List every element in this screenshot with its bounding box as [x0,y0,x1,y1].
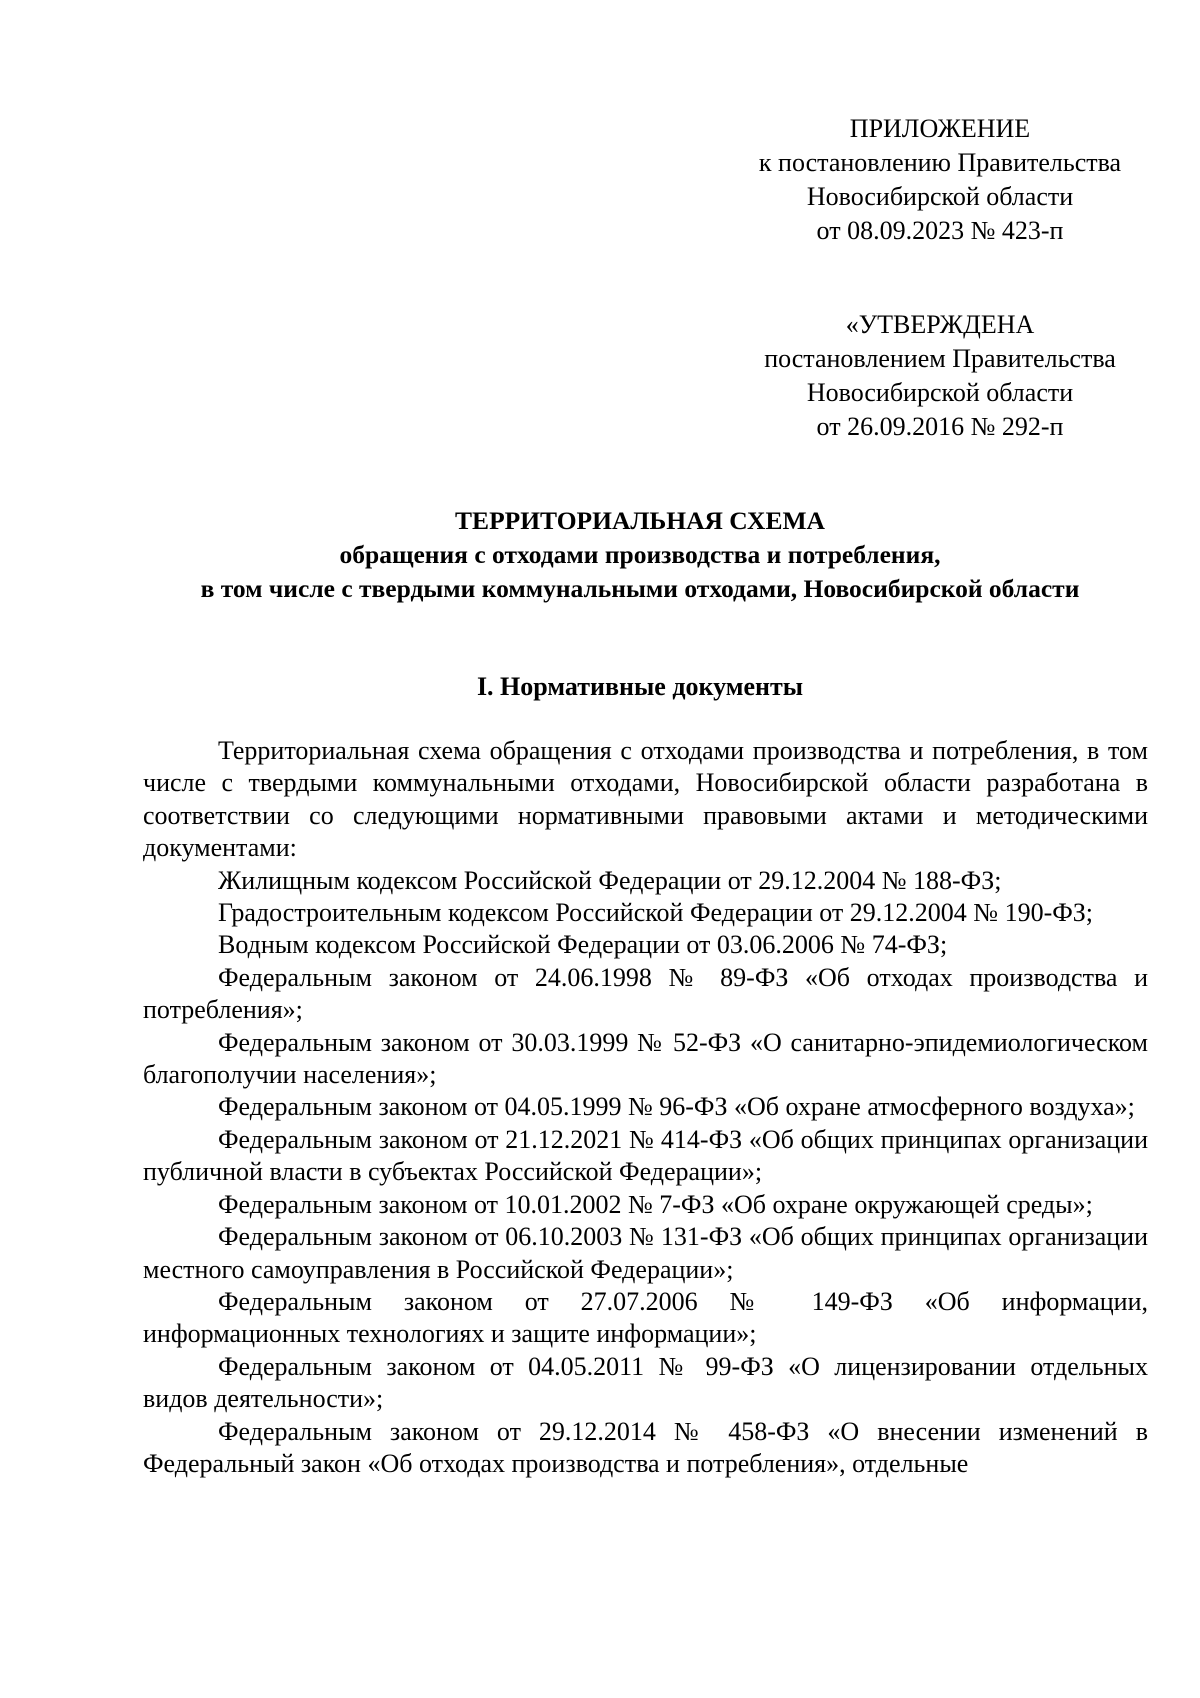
paragraph: Федеральным законом от 21.12.2021 № 414-ФЗ «Об общих принципах организации публичной власти в субъектах Российской Федерации»; [143,1124,1148,1187]
appendix-stamp [740,112,1140,248]
approved-stamp [740,308,1140,444]
paragraph: Водным кодексом Российской Федерации от 03.06.2006 № 74-ФЗ; [218,930,948,960]
appendix-line: Новосибирской области [806,182,1074,211]
paragraph: Жилищным кодексом Российской Федерации от 29.12.2004 № 188-ФЗ; [218,865,1002,895]
paragraph: Федеральным законом от 06.10.2003 № 131-ФЗ «Об общих принципах организации местного самоуправления в Российской Федерации»; [143,1222,1148,1284]
body-text [143,735,1148,1480]
appendix-line: ПРИЛОЖЕНИЕ [849,114,1031,143]
paragraph: Территориальная схема обращения с отходами производства и потребления, в том числе с твердыми коммунальными отходами, Новосибирской области разработана в соответствии со следующими нормативными правовыми актами и методическими документами: [143,736,1148,863]
paragraph: Федеральным законом от 04.05.1999 № 96-ФЗ «Об охране атмосферного воздуха»; [218,1092,1135,1122]
approved-line: от 26.09.2016 № 292-п [816,412,1064,441]
appendix-line: от 08.09.2023 № 423-п [816,216,1064,245]
title-line: обращения с отходами производства и потребления, [339,540,941,569]
section-heading: I. Нормативные документы [476,672,804,701]
paragraph: Федеральным законом от 30.03.1999 № 52-ФЗ «О санитарно-эпидемиологическом благополучии населения»; [143,1027,1148,1090]
paragraph: Федеральным законом от 29.12.2014 № 458-ФЗ «О внесении изменений в Федеральный закон «Об отходах производства и потребления», отдельные [143,1416,1148,1478]
paragraph: Федеральным законом от 10.01.2002 № 7-ФЗ «Об охране окружающей среды»; [218,1189,1093,1219]
approved-line: «УТВЕРЖДЕНА [845,310,1035,339]
title-line: ТЕРРИТОРИАЛЬНАЯ СХЕМА [455,506,825,535]
paragraph: Федеральным законом от 04.05.2011 № 99-ФЗ «О лицензировании отдельных видов деятельности»; [143,1351,1148,1414]
paragraph: Федеральным законом от 27.07.2006 № 149-ФЗ «Об информации, информационных технологиях и защите информации»; [143,1286,1148,1349]
approved-line: постановлением Правительства [764,344,1116,373]
paragraph: Федеральным законом от 24.06.1998 № 89-ФЗ «Об отходах производства и потребления»; [143,962,1148,1025]
document-title [100,504,1180,606]
appendix-line: к постановлению Правительства [758,148,1122,177]
title-line: в том числе с твердыми коммунальными отходами, Новосибирской области [200,574,1080,603]
approved-line: Новосибирской области [806,378,1074,407]
paragraph: Градостроительным кодексом Российской Федерации от 29.12.2004 № 190-ФЗ; [218,898,1094,928]
